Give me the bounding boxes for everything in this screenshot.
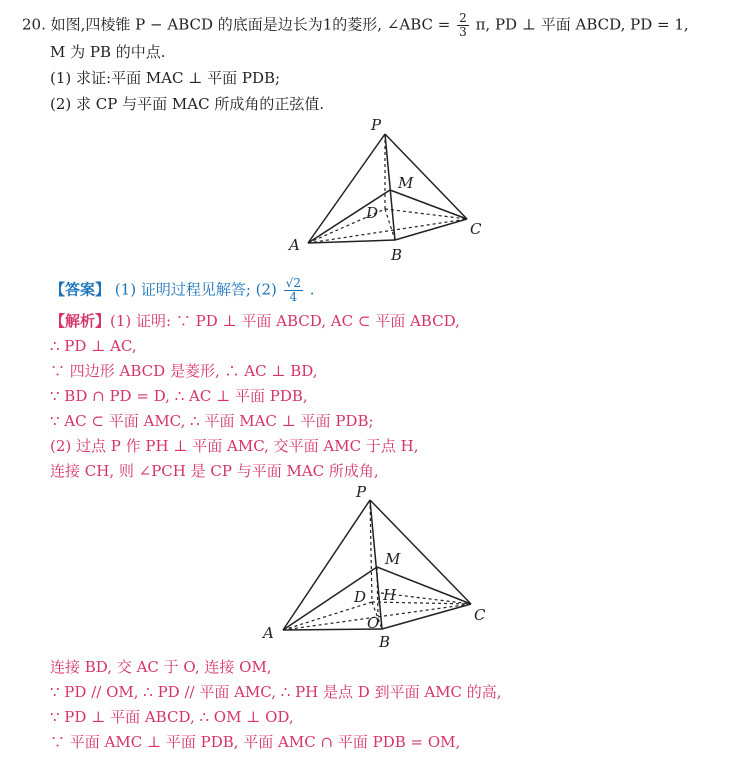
analysis-line-2: ∴ PD ⊥ AC, — [50, 337, 137, 355]
fig2-label-D: D — [354, 588, 367, 606]
analysis-line-4: ∵ BD ∩ PD = D, ∴ AC ⊥ 平面 PDB, — [50, 387, 308, 405]
fig1-label-C: C — [470, 220, 482, 238]
analysis-tag: 【解析】 — [50, 312, 111, 330]
fig2-label-B: B — [379, 633, 391, 651]
answer-fraction — [284, 277, 303, 304]
fig2-label-A: A — [263, 624, 274, 642]
angle-fraction-denominator: 3 — [459, 25, 467, 39]
angle-fraction-numerator: 2 — [459, 11, 467, 25]
answer-fraction-denominator: 4 — [289, 290, 298, 304]
angle-fraction — [457, 12, 469, 39]
problem-line-3: (1) 求证:平面 MAC ⊥ 平面 PDB; — [50, 69, 281, 87]
answer-text: (1) 证明过程见解答; (2) — [114, 280, 277, 299]
analysis-line-9: ∵ PD // OM, ∴ PD // 平面 AMC, ∴ PH 是点 D 到平面 AMC 的高, — [50, 683, 502, 701]
answer-end: . — [309, 280, 315, 299]
analysis-line-3: ∵ 四边形 ABCD 是菱形, ∴ AC ⊥ BD, — [50, 362, 318, 380]
analysis-line-11: ∵ 平面 AMC ⊥ 平面 PDB, 平面 AMC ∩ 平面 PDB = OM, — [50, 733, 461, 751]
analysis-line-5: ∵ AC ⊂ 平面 AMC, ∴ 平面 MAC ⊥ 平面 PDB; — [50, 412, 374, 430]
analysis-line-8: 连接 BD, 交 AC 于 O, 连接 OM, — [50, 658, 272, 676]
problem-line-2: M 为 PB 的中点. — [50, 43, 166, 61]
analysis-line-7: 连接 CH, 则 ∠PCH 是 CP 与平面 MAC 所成角, — [50, 462, 379, 480]
problem-text-a: 20. 如图,四棱锥 P − ABCD 的底面是边长为1的菱形, ∠ABC = — [22, 15, 451, 34]
fig2-label-O: O — [367, 614, 380, 632]
fig2-label-C: C — [474, 606, 486, 624]
problem-line-1 — [22, 12, 689, 39]
answer-tag: 【答案】 — [50, 280, 111, 299]
fig1-label-M: M — [398, 174, 414, 192]
fig2-label-H: H — [383, 586, 397, 604]
fig2-label-M: M — [385, 550, 401, 568]
fig1-label-D: D — [366, 204, 379, 222]
analysis-line-10: ∵ PD ⊥ 平面 ABCD, ∴ OM ⊥ OD, — [50, 708, 294, 726]
problem-text-b: π, PD ⊥ 平面 ABCD, PD = 1, — [475, 15, 689, 34]
problem-line-4: (2) 求 CP 与平面 MAC 所成角的正弦值. — [50, 95, 325, 113]
pyramid-figure-2 — [0, 480, 740, 660]
answer-fraction-numerator: √2 — [285, 276, 301, 290]
fig1-label-A: A — [289, 236, 300, 254]
fig1-label-B: B — [391, 246, 403, 264]
fig2-label-P: P — [356, 483, 367, 501]
analysis-text-1: (1) 证明: ∵ PD ⊥ 平面 ABCD, AC ⊂ 平面 ABCD, — [110, 312, 460, 330]
fig1-label-P: P — [371, 116, 382, 134]
analysis-line-6: (2) 过点 P 作 PH ⊥ 平面 AMC, 交平面 AMC 于点 H, — [50, 437, 419, 455]
answer-line — [50, 277, 315, 304]
analysis-line-1 — [50, 311, 460, 331]
